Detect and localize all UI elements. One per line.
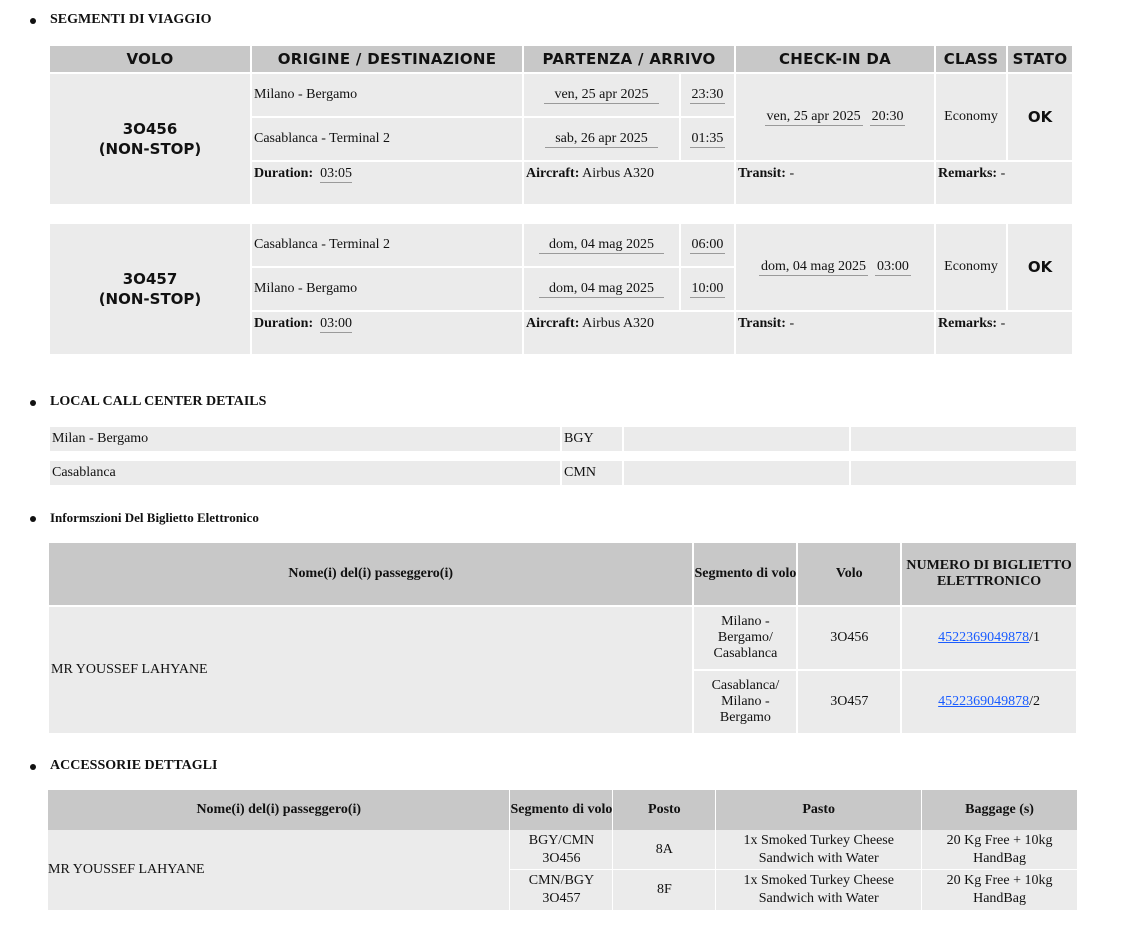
ticket-segment: Milano - Bergamo/ Casablanca (694, 607, 796, 669)
checkin-cell (736, 74, 934, 160)
accessories-header-row (48, 790, 1077, 830)
arr-time-cell (681, 268, 734, 310)
section-title-ticket-info: Informszioni Del Biglietto Elettronico (50, 510, 259, 525)
duration-value: 03:05 (320, 166, 353, 181)
acc-meal: 1x Smoked Turkey Cheese Sandwich with Water (716, 830, 921, 870)
ticket-row (49, 607, 1076, 669)
col-header-flight: Volo (798, 543, 900, 605)
dep-time-cell (681, 74, 734, 116)
origin-cell: Casablanca - Terminal 2 (252, 224, 522, 266)
passenger-name: MR YOUSSEF LAHYANE (48, 830, 509, 910)
aircraft-label: Aircraft: (526, 316, 580, 331)
call-center-row (50, 427, 1076, 451)
col-header-volo: VOLO (50, 46, 250, 72)
acc-baggage: 20 Kg Free + 10kg HandBag (922, 830, 1077, 870)
col-header-seat: Posto (613, 790, 715, 830)
acc-baggage: 20 Kg Free + 10kg HandBag (922, 870, 1077, 910)
remarks-label: Remarks: (938, 316, 998, 331)
cc-col3 (624, 427, 849, 451)
passenger-name: MR YOUSSEF LAHYANE (49, 607, 692, 733)
ticket-number-cell (902, 671, 1076, 733)
ticket-suffix: /1 (1029, 630, 1041, 645)
acc-flight: 3O456 (542, 850, 581, 866)
col-header-stato: STATO (1008, 46, 1072, 72)
aircraft-value: Airbus A320 (582, 316, 655, 331)
dep-time: 23:30 (691, 87, 724, 102)
duration-cell (252, 162, 522, 204)
transit-cell (736, 162, 934, 204)
arr-time: 01:35 (691, 131, 724, 146)
ticket-number-link[interactable]: 4522369049878 (938, 694, 1030, 709)
col-header-passenger-names: Nome(i) del(i) passeggero(i) (48, 790, 509, 830)
transit-value: - (789, 316, 795, 331)
ticket-flight: 3O457 (798, 671, 900, 733)
ticket-header-row (49, 543, 1076, 605)
duration-label: Duration: (254, 316, 314, 331)
cc-col4 (851, 461, 1076, 485)
arr-time-cell (681, 118, 734, 160)
flight-cell (50, 74, 250, 204)
checkin-cell (736, 224, 934, 310)
duration-value: 03:00 (320, 316, 353, 331)
accessories-table (47, 790, 1078, 910)
aircraft-label: Aircraft: (526, 166, 580, 181)
status-cell: OK (1008, 74, 1072, 160)
acc-route: CMN/BGY (528, 873, 595, 888)
dep-date-cell (524, 224, 679, 266)
transit-label: Transit: (738, 166, 786, 181)
acc-seat: 8A (613, 830, 715, 870)
remarks-label: Remarks: (938, 166, 998, 181)
col-header-segment: Segmento di volo (510, 790, 612, 830)
acc-flight: 3O457 (542, 891, 581, 906)
col-header-passenger-names: Nome(i) del(i) passeggero(i) (49, 543, 692, 605)
arr-date: dom, 04 mag 2025 (539, 281, 664, 298)
dep-time: 06:00 (691, 237, 724, 252)
ticket-number-cell (902, 607, 1076, 669)
segments-table-1 (48, 44, 1074, 206)
aircraft-cell (524, 312, 734, 354)
aircraft-value: Airbus A320 (582, 166, 655, 181)
col-header-checkin: CHECK-IN DA (736, 46, 934, 72)
checkin-time: 20:30 (871, 109, 904, 124)
acc-segment (510, 870, 612, 910)
checkin-date: dom, 04 mag 2025 (761, 259, 867, 274)
cc-code: BGY (562, 427, 622, 451)
transit-value: - (789, 166, 795, 181)
remarks-value: - (1000, 316, 1006, 331)
col-header-ticket-number: NUMERO DI BIGLIETTO ELETTRONICO (902, 543, 1076, 605)
transit-cell (736, 312, 934, 354)
cc-city: Milan - Bergamo (50, 427, 560, 451)
dep-date: ven, 25 apr 2025 (544, 87, 658, 104)
ticket-number-link[interactable]: 4522369049878 (938, 630, 1030, 645)
arr-date-cell (524, 268, 679, 310)
flight-number: 3O456 (122, 120, 178, 138)
remarks-value: - (1000, 166, 1006, 181)
aircraft-cell (524, 162, 734, 204)
col-header-class: CLASS (936, 46, 1006, 72)
ticket-flight: 3O456 (798, 607, 900, 669)
cc-code: CMN (562, 461, 622, 485)
cc-col4 (851, 427, 1076, 451)
col-header-baggage: Baggage (s) (922, 790, 1077, 830)
checkin-date: ven, 25 apr 2025 (766, 109, 861, 124)
col-header-segment: Segmento di volo (694, 543, 796, 605)
dep-time-cell (681, 224, 734, 266)
nonstop-label: (NON-STOP) (98, 140, 202, 158)
cc-col3 (624, 461, 849, 485)
acc-route: BGY/CMN (528, 832, 595, 848)
acc-seat: 8F (613, 870, 715, 910)
accessories-row (48, 830, 1077, 870)
acc-segment (510, 830, 612, 870)
duration-label: Duration: (254, 166, 314, 181)
ticket-suffix: /2 (1029, 694, 1041, 709)
class-cell: Economy (936, 224, 1006, 310)
arr-date: sab, 26 apr 2025 (545, 131, 658, 148)
destination-cell: Milano - Bergamo (252, 268, 522, 310)
acc-meal: 1x Smoked Turkey Cheese Sandwich with Water (716, 870, 921, 910)
cc-city: Casablanca (50, 461, 560, 485)
nonstop-label: (NON-STOP) (98, 290, 202, 308)
col-header-origin-dest: ORIGINE / DESTINAZIONE (252, 46, 522, 72)
class-cell: Economy (936, 74, 1006, 160)
transit-label: Transit: (738, 316, 786, 331)
section-title-call-center: LOCAL CALL CENTER DETAILS (50, 394, 267, 409)
status-cell: OK (1008, 224, 1072, 310)
call-center-row (50, 461, 1076, 485)
flight-cell (50, 224, 250, 354)
dep-date: dom, 04 mag 2025 (539, 237, 664, 254)
checkin-time: 03:00 (877, 259, 909, 274)
arr-date-cell (524, 118, 679, 160)
section-title-segments: SEGMENTI DI VIAGGIO (50, 12, 212, 27)
remarks-cell (936, 162, 1072, 204)
dep-date-cell (524, 74, 679, 116)
destination-cell: Casablanca - Terminal 2 (252, 118, 522, 160)
duration-cell (252, 312, 522, 354)
origin-cell: Milano - Bergamo (252, 74, 522, 116)
arr-time: 10:00 (691, 281, 724, 296)
col-header-meal: Pasto (716, 790, 921, 830)
segments-table-2 (48, 222, 1074, 356)
remarks-cell (936, 312, 1072, 354)
ticket-table (47, 541, 1078, 735)
ticket-segment: Casablanca/ Milano - Bergamo (694, 671, 796, 733)
flight-number: 3O457 (122, 270, 178, 288)
call-center-table (48, 425, 1078, 487)
col-header-dep-arr: PARTENZA / ARRIVO (524, 46, 734, 72)
segments-header-row (50, 46, 1072, 72)
section-title-accessories: ACCESSORIE DETTAGLI (50, 758, 218, 773)
